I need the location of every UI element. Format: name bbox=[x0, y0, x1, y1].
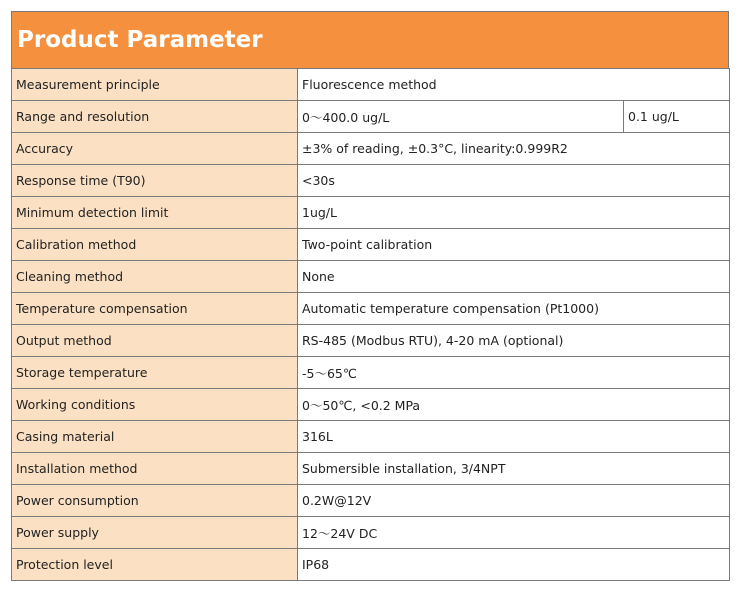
table-row bbox=[12, 101, 730, 133]
table-title: Product Parameter bbox=[11, 11, 729, 68]
row-value: Automatic temperature compensation (Pt1000) bbox=[298, 293, 730, 325]
table-row bbox=[12, 421, 730, 453]
row-value: 0～50℃, <0.2 MPa bbox=[298, 389, 730, 421]
table-row bbox=[12, 261, 730, 293]
table-row bbox=[12, 293, 730, 325]
product-parameter-table-container bbox=[11, 11, 729, 581]
table-row bbox=[12, 357, 730, 389]
row-label: Range and resolution bbox=[12, 101, 298, 133]
row-value: Two-point calibration bbox=[298, 229, 730, 261]
table-row bbox=[12, 549, 730, 581]
row-label: Power consumption bbox=[12, 485, 298, 517]
table-row bbox=[12, 197, 730, 229]
row-label: Minimum detection limit bbox=[12, 197, 298, 229]
row-value: 1ug/L bbox=[298, 197, 730, 229]
table-row bbox=[12, 165, 730, 197]
row-label: Output method bbox=[12, 325, 298, 357]
row-label: Cleaning method bbox=[12, 261, 298, 293]
row-label: Protection level bbox=[12, 549, 298, 581]
row-label: Response time (T90) bbox=[12, 165, 298, 197]
row-value: 0.2W@12V bbox=[298, 485, 730, 517]
row-value: Fluorescence method bbox=[298, 69, 730, 101]
row-value: RS-485 (Modbus RTU), 4-20 mA (optional) bbox=[298, 325, 730, 357]
table-row bbox=[12, 389, 730, 421]
row-label: Working conditions bbox=[12, 389, 298, 421]
row-label: Storage temperature bbox=[12, 357, 298, 389]
row-value: <30s bbox=[298, 165, 730, 197]
row-label: Installation method bbox=[12, 453, 298, 485]
table-row bbox=[12, 325, 730, 357]
row-value: -5～65℃ bbox=[298, 357, 730, 389]
row-label: Measurement principle bbox=[12, 69, 298, 101]
row-value: Submersible installation, 3/4NPT bbox=[298, 453, 730, 485]
row-value: ±3% of reading, ±0.3°C, linearity:0.999R2 bbox=[298, 133, 730, 165]
table-row bbox=[12, 485, 730, 517]
table-row bbox=[12, 229, 730, 261]
row-extra-value: 0.1 ug/L bbox=[624, 101, 730, 133]
row-value: None bbox=[298, 261, 730, 293]
parameter-table bbox=[11, 68, 730, 581]
row-value: 316L bbox=[298, 421, 730, 453]
row-label: Power supply bbox=[12, 517, 298, 549]
row-value: 0～400.0 ug/L bbox=[298, 101, 624, 133]
row-label: Temperature compensation bbox=[12, 293, 298, 325]
table-row bbox=[12, 69, 730, 101]
table-row bbox=[12, 453, 730, 485]
row-label: Accuracy bbox=[12, 133, 298, 165]
table-row bbox=[12, 133, 730, 165]
table-row bbox=[12, 517, 730, 549]
row-value: IP68 bbox=[298, 549, 730, 581]
row-label: Casing material bbox=[12, 421, 298, 453]
row-label: Calibration method bbox=[12, 229, 298, 261]
row-value: 12～24V DC bbox=[298, 517, 730, 549]
